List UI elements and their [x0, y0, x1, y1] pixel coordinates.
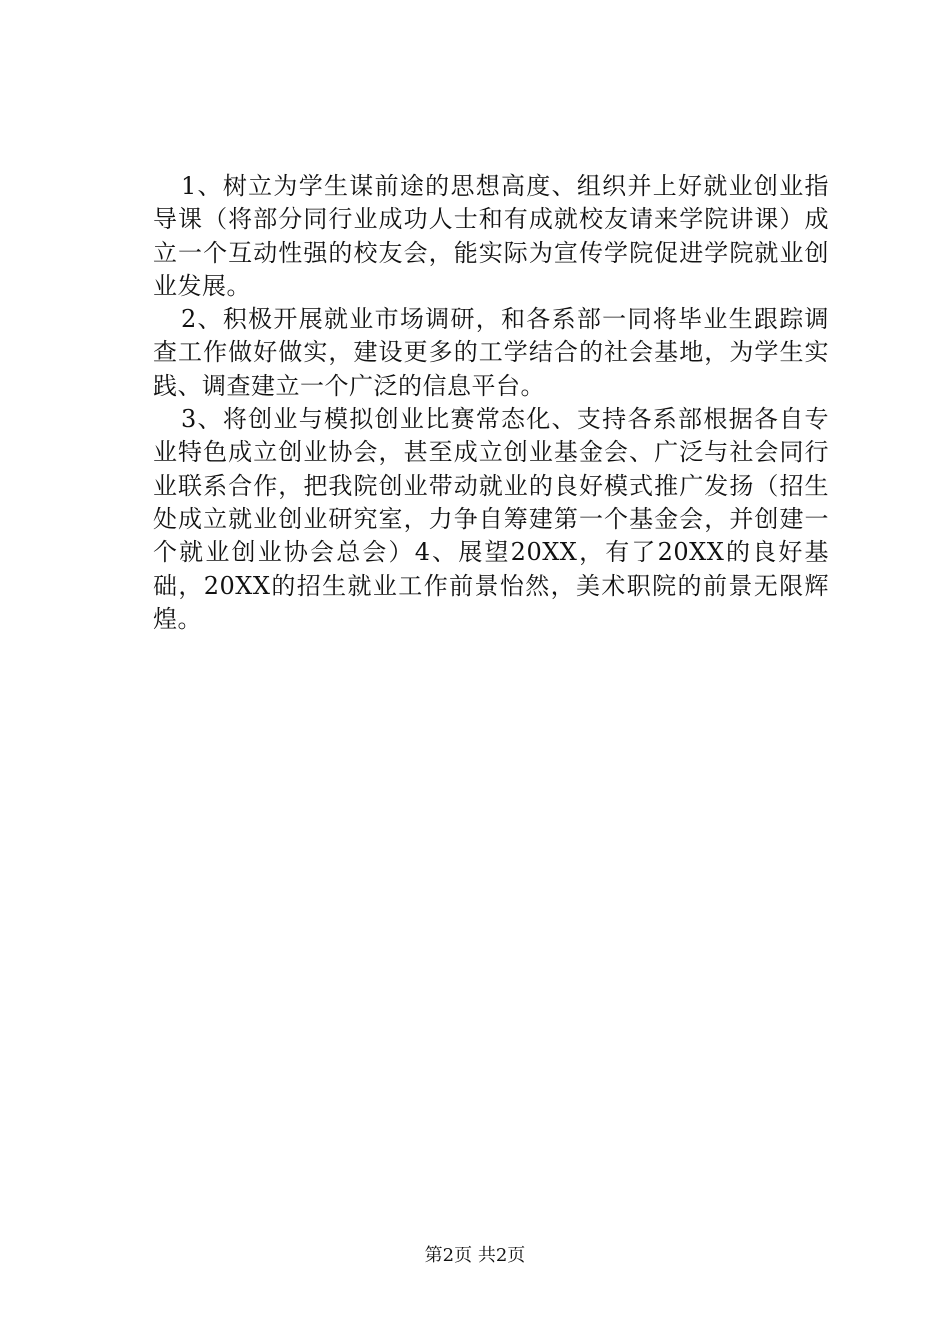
paragraph-1: 1、树立为学生谋前途的思想高度、组织并上好就业创业指导课（将部分同行业成功人士和有成就校友请来学院讲课）成立一个互动性强的校友会，能实际为宣传学院促进学院就业创业发展。 — [153, 172, 829, 300]
paragraph-2: 2、积极开展就业市场调研，和各系部一同将毕业生跟踪调查工作做好做实，建设更多的工学结合的社会基地，为学生实践、调查建立一个广泛的信息平台。 — [153, 305, 829, 400]
page-footer: 第2页 共2页 — [424, 1245, 526, 1266]
document-body — [153, 170, 829, 636]
paragraph-3: 3、将创业与模拟创业比赛常态化、支持各系部根据各自专业特色成立创业协会，甚至成立创业基金会、广泛与社会同行业联系合作，把我院创业带动就业的良好模式推广发扬（招生处成立就业创业研究室，力争自筹建第一个基金会，并创建一个就业创业协会总会）4、展望20XX，有了20XX的良好基础，20XX的招生就业工作前景怡然，美术职院的前景无限辉煌。 — [153, 405, 829, 633]
